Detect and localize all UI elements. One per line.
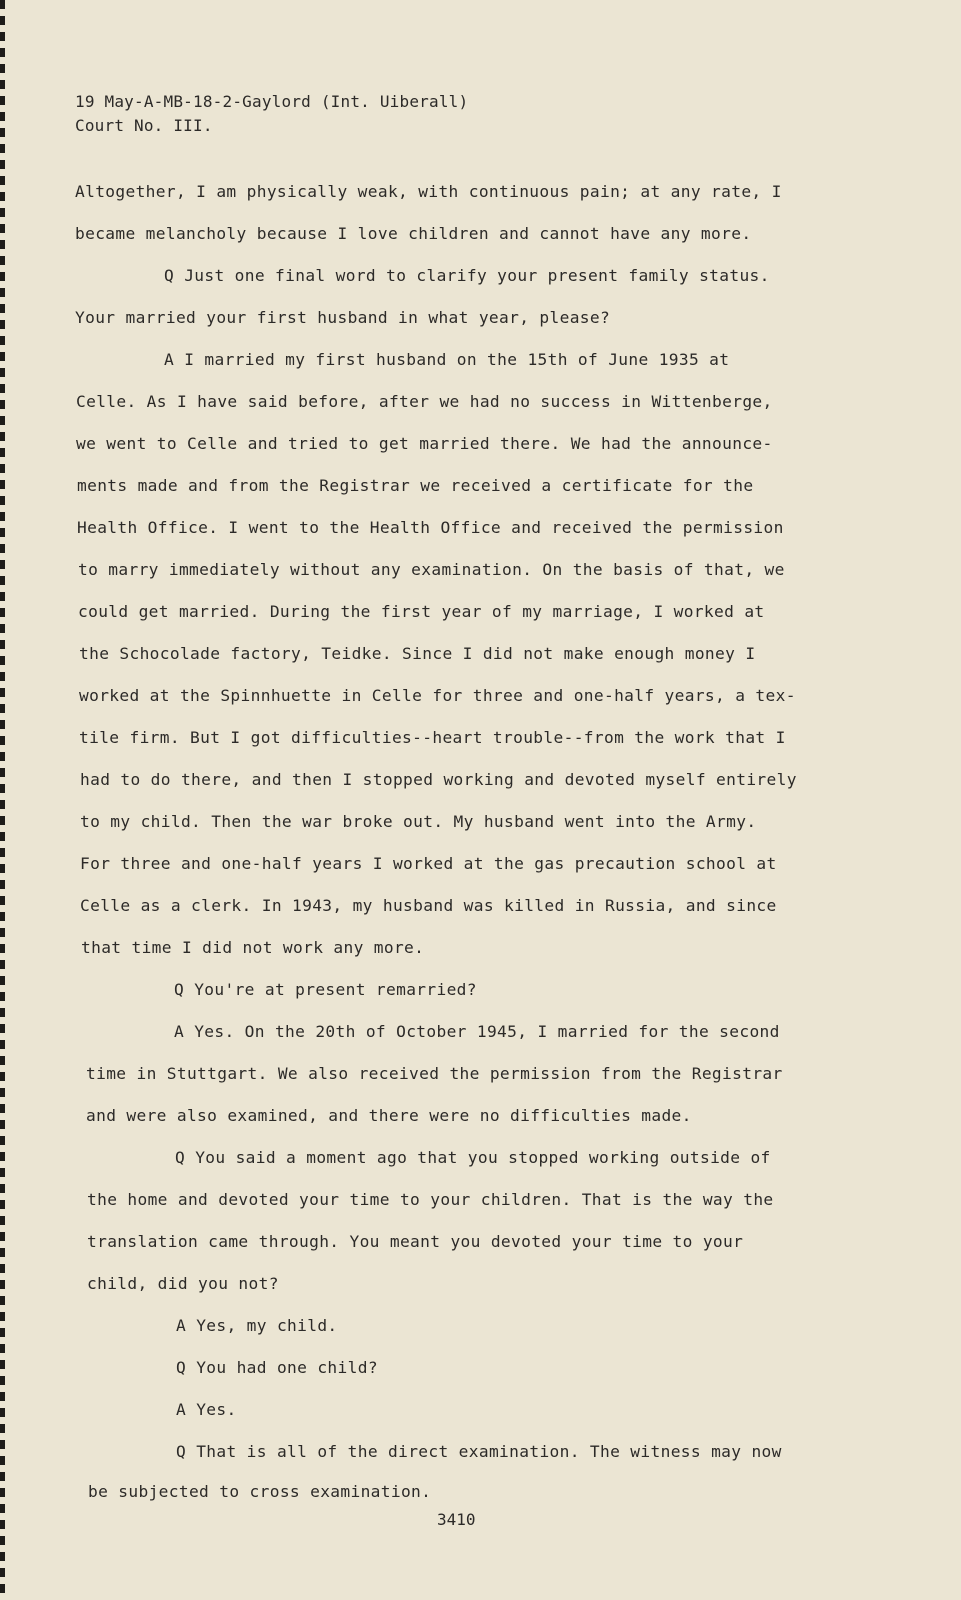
transcript-line: Celle as a clerk. In 1943, my husband was killed in Russia, and since xyxy=(80,896,777,915)
transcript-line: A Yes, my child. xyxy=(176,1316,338,1335)
transcript-line: the home and devoted your time to your children. That is the way the xyxy=(87,1190,774,1209)
transcript-line: translation came through. You meant you devoted your time to your xyxy=(87,1232,744,1251)
transcript-line: Q That is all of the direct examination. The witness may now xyxy=(176,1442,782,1461)
transcript-line: time in Stuttgart. We also received the permission from the Registrar xyxy=(86,1064,783,1083)
transcript-line: child, did you not? xyxy=(87,1274,279,1293)
transcript-line: For three and one-half years I worked at the gas precaution school at xyxy=(80,854,777,873)
transcript-line: to my child. Then the war broke out. My husband went into the Army. xyxy=(80,812,757,831)
transcript-line: Q You had one child? xyxy=(176,1358,378,1377)
transcript-line: became melancholy because I love children and cannot have any more. xyxy=(75,224,752,243)
transcript-line: A Yes. On the 20th of October 1945, I married for the second xyxy=(174,1022,780,1041)
page-number: 3410 xyxy=(437,1510,476,1529)
binding-edge xyxy=(0,0,5,1600)
transcript-line: Altogether, I am physically weak, with continuous pain; at any rate, I xyxy=(75,182,782,201)
transcript-line: Q You're at present remarried? xyxy=(174,980,477,999)
transcript-line: Celle. As I have said before, after we had no success in Wittenberge, xyxy=(76,392,773,411)
transcript-line: had to do there, and then I stopped working and devoted myself entirely xyxy=(80,770,797,789)
transcript-line: Your married your first husband in what year, please? xyxy=(75,308,611,327)
transcript-line: tile firm. But I got difficulties--heart trouble--from the work that I xyxy=(79,728,786,747)
transcript-line: be subjected to cross examination. xyxy=(88,1482,432,1501)
transcript-line: Health Office. I went to the Health Office and received the permission xyxy=(77,518,784,537)
transcript-line: to marry immediately without any examination. On the basis of that, we xyxy=(78,560,785,579)
transcript-line: A I married my first husband on the 15th of June 1935 at xyxy=(164,350,730,369)
transcript-line: and were also examined, and there were no difficulties made. xyxy=(86,1106,692,1125)
transcript-line: the Schocolade factory, Teidke. Since I did not make enough money I xyxy=(79,644,756,663)
transcript-line: A Yes. xyxy=(176,1400,237,1419)
transcript-line: ments made and from the Registrar we received a certificate for the xyxy=(77,476,754,495)
transcript-line: that time I did not work any more. xyxy=(81,938,425,957)
document-header xyxy=(75,90,468,138)
transcript-line: Q You said a moment ago that you stopped working outside of xyxy=(175,1148,771,1167)
header-case-line: 19 May-A-MB-18-2-Gaylord (Int. Uiberall) xyxy=(75,92,469,111)
transcript-line: Q Just one final word to clarify your present family status. xyxy=(164,266,770,285)
transcript-line: worked at the Spinnhuette in Celle for three and one-half years, a tex- xyxy=(79,686,796,705)
header-court-line: Court No. III. xyxy=(75,116,213,135)
transcript-line: could get married. During the first year of my marriage, I worked at xyxy=(78,602,765,621)
transcript-line: we went to Celle and tried to get married there. We had the announce- xyxy=(76,434,773,453)
